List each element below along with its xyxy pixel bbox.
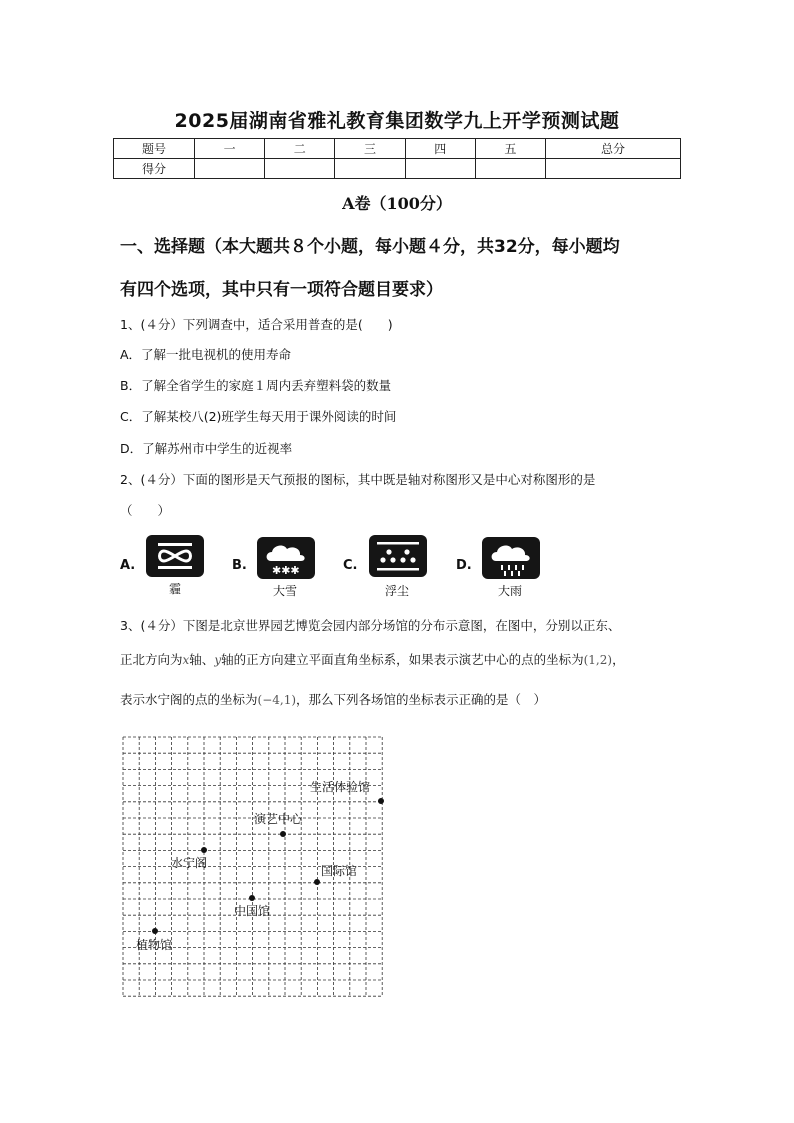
x-variable: x	[182, 653, 190, 667]
international-label: 国际馆	[321, 864, 358, 878]
question-3-line2	[120, 650, 625, 668]
question-1-option-c: C．了解某校八(2)班学生每天用于课外阅读的时间	[120, 409, 397, 424]
table-cell: 一	[195, 139, 265, 159]
table-cell	[335, 159, 405, 179]
question-2-option-c-letter: C.	[343, 558, 358, 573]
question-2-option-a-caption: 霾	[168, 582, 181, 596]
svg-text:✱✱✱: ✱✱✱	[272, 564, 300, 577]
question-3-text: 正北方向为	[120, 652, 183, 667]
y-variable: y	[214, 653, 222, 667]
part-heading-line2: 有四个选项，其中只有一项符合题目要求）	[120, 280, 443, 300]
performance-point	[280, 831, 286, 837]
question-2-option-a-letter: A.	[120, 558, 136, 573]
question-1-option-a: A．了解一批电视机的使用寿命	[120, 347, 292, 362]
botanical-label: 植物馆	[136, 938, 173, 952]
question-3-line1: 3、(４分）下图是北京世界园艺博览会园内部分场馆的分布示意图，在图中，分别以正东、	[120, 618, 621, 633]
table-cell	[546, 159, 681, 179]
table-row	[114, 159, 681, 179]
table-cell: 二	[265, 139, 335, 159]
question-3-text: 表示水宁阁的点的坐标为	[120, 692, 258, 707]
score-table	[113, 138, 681, 179]
table-cell: 五	[475, 139, 545, 159]
life-center-point	[378, 798, 384, 804]
part-heading-line1: 一、选择题（本大题共８个小题，每小题４分，共32分，每小题均	[120, 237, 620, 257]
question-3-text: ，那么下列各场馆的坐标表示正确的是（ ）	[296, 692, 547, 707]
life-center-label: 生活体验馆	[310, 780, 371, 794]
botanical-point	[152, 928, 158, 934]
table-cell: 总分	[546, 139, 681, 159]
question-1-stem: 1、(４分）下列调查中，适合采用普查的是( )	[120, 317, 393, 332]
performance-label: 演艺中心	[254, 812, 303, 826]
coordinate-performance: (1,2)	[583, 653, 613, 667]
haze-icon	[146, 535, 204, 577]
shuining-point	[201, 847, 207, 853]
floating-dust-icon	[369, 535, 427, 577]
china-point	[249, 895, 255, 901]
question-3-text: ，	[612, 652, 625, 667]
china-label: 中国馆	[234, 904, 271, 918]
table-cell: 四	[405, 139, 475, 159]
question-3-text: 轴、	[189, 652, 215, 667]
page-title: 2025届湖南省雅礼教育集团数学九上开学预测试题	[174, 110, 620, 132]
table-cell: 三	[335, 139, 405, 159]
question-2-option-b-letter: B.	[232, 558, 247, 573]
question-2-stem: 2、(４分）下面的图形是天气预报的图标，其中既是轴对称图形又是中心对称图形的是	[120, 472, 596, 487]
table-cell: 得分	[114, 159, 195, 179]
table-cell	[405, 159, 475, 179]
heavy-rain-icon	[482, 537, 540, 579]
question-2-option-c-caption: 浮尘	[384, 584, 409, 598]
question-2-option-b-caption: 大雪	[272, 584, 297, 598]
section-heading: A卷（100分）	[342, 194, 452, 213]
question-1-option-d: D．了解苏州市中学生的近视率	[120, 441, 293, 456]
shuining-label: 水宁阁	[171, 856, 208, 870]
question-2-option-d-caption: 大雨	[497, 584, 522, 598]
question-3-text: 轴的正方向建立平面直角坐标系，如果表示演艺中心的点的坐标为	[221, 652, 584, 667]
question-3-line3	[120, 690, 546, 708]
table-cell	[475, 159, 545, 179]
venue-map	[118, 733, 388, 1001]
table-row	[114, 139, 681, 159]
question-2-paren: （ ）	[120, 503, 171, 518]
coordinate-shuining: (−4,1)	[257, 693, 297, 707]
international-point	[314, 879, 320, 885]
question-1-option-b: B．了解全省学生的家庭１周内丢弃塑料袋的数量	[120, 378, 392, 393]
question-2-option-d-letter: D.	[456, 558, 472, 573]
table-cell	[265, 159, 335, 179]
heavy-snow-icon	[257, 537, 315, 579]
table-cell: 题号	[114, 139, 195, 159]
table-cell	[195, 159, 265, 179]
